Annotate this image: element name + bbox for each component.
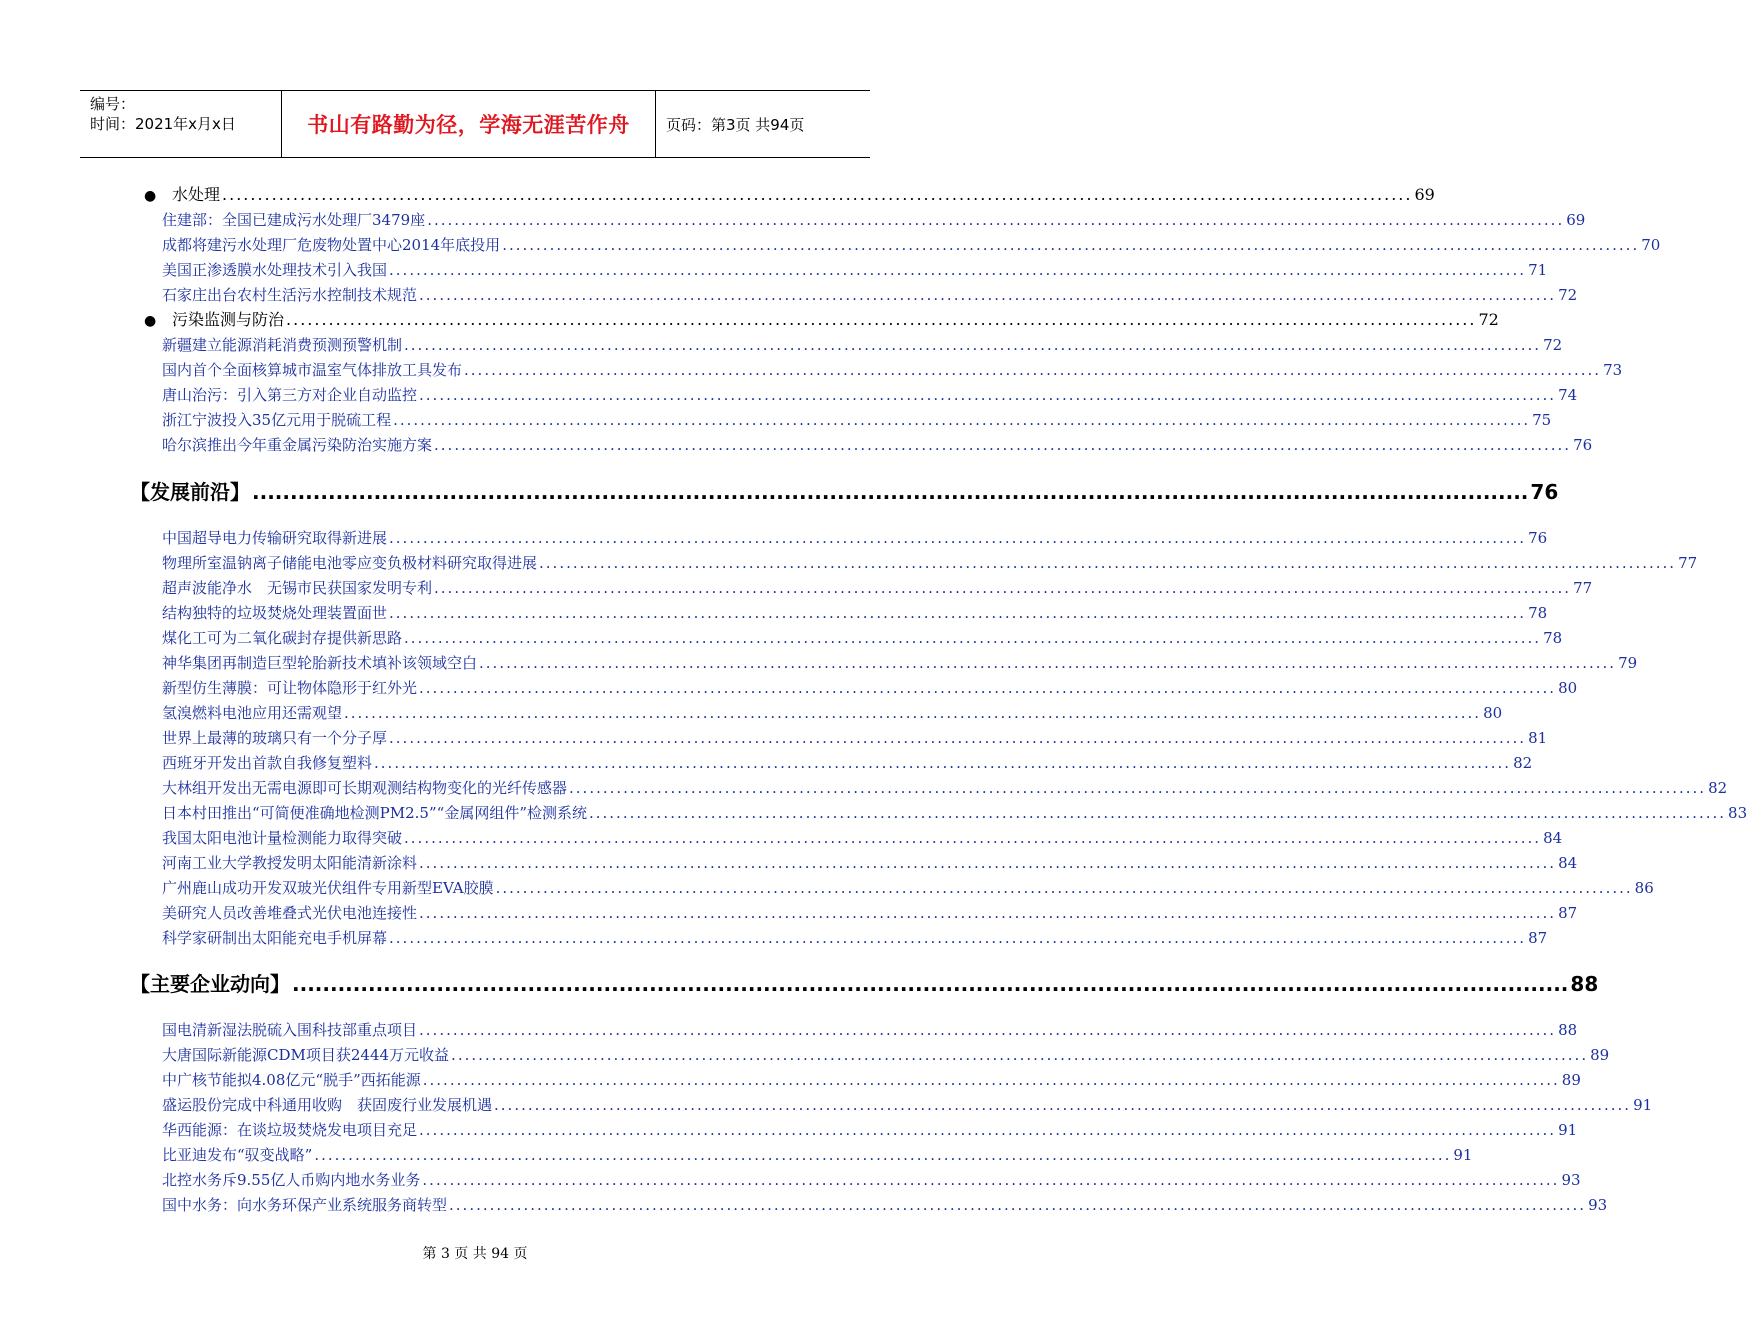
toc-entry[interactable] bbox=[162, 777, 1728, 799]
toc-entry-title: 国内首个全面核算城市温室气体排放工具发布 bbox=[162, 361, 463, 379]
toc-subsection-pollution[interactable] bbox=[144, 309, 1499, 331]
dot-leader: ........................................................................................................................................................................ bbox=[252, 480, 1529, 504]
toc-entry[interactable] bbox=[162, 409, 1552, 431]
toc-entry[interactable] bbox=[162, 1019, 1578, 1041]
dot-leader: ........................................................................................................................................................................ bbox=[422, 1071, 1560, 1089]
toc-entry-title: 神华集团再制造巨型轮胎新技术填补该领域空白 bbox=[162, 654, 478, 672]
toc-entry-title: 哈尔滨推出今年重金属污染防治实施方案 bbox=[162, 436, 433, 454]
toc-entry[interactable] bbox=[162, 627, 1563, 649]
toc-entry[interactable] bbox=[162, 827, 1563, 849]
dot-leader: ........................................................................................................................................................................ bbox=[286, 310, 1477, 329]
toc-page-number: 91 bbox=[1633, 1096, 1653, 1114]
toc-section-title: 【主要企业动向】 bbox=[130, 972, 290, 996]
toc-entry-title: 美研究人员改善堆叠式光伏电池连接性 bbox=[162, 904, 418, 922]
toc-entry[interactable] bbox=[162, 552, 1698, 574]
toc-page-number: 80 bbox=[1558, 679, 1578, 697]
toc-entry[interactable] bbox=[162, 1194, 1608, 1216]
dot-leader: ........................................................................................................................................................................ bbox=[222, 185, 1413, 204]
toc-entry-title: 中国超导电力传输研究取得新进展 bbox=[162, 529, 388, 547]
dot-leader: ........................................................................................................................................................................ bbox=[389, 261, 1527, 279]
toc-page-number: 74 bbox=[1558, 386, 1578, 404]
toc-entry-title: 浙江宁波投入35亿元用于脱硫工程 bbox=[162, 411, 392, 429]
toc-entry[interactable] bbox=[162, 877, 1654, 899]
toc-entry[interactable] bbox=[162, 1169, 1581, 1191]
toc-entry[interactable] bbox=[162, 852, 1578, 874]
dot-leader: ........................................................................................................................................................................ bbox=[502, 236, 1640, 254]
toc-entry[interactable] bbox=[162, 434, 1593, 456]
toc-page-number: 79 bbox=[1618, 654, 1638, 672]
dot-leader: ........................................................................................................................................................................ bbox=[495, 879, 1633, 897]
header-info-cell bbox=[80, 91, 282, 157]
dot-leader: ........................................................................................................................................................................ bbox=[539, 554, 1677, 572]
header-page-cell bbox=[656, 91, 870, 157]
toc-page-number: 69 bbox=[1566, 211, 1586, 229]
toc-entry-title: 住建部：全国已建成污水处理厂3479座 bbox=[162, 211, 426, 229]
toc-entry[interactable] bbox=[162, 802, 1747, 824]
dot-leader: ........................................................................................................................................................................ bbox=[419, 286, 1557, 304]
toc-subsection-title: 污染监测与防治 bbox=[172, 310, 285, 329]
toc-page-number: 76 bbox=[1528, 529, 1548, 547]
toc-page-number: 77 bbox=[1573, 579, 1593, 597]
toc-entry[interactable] bbox=[162, 1119, 1578, 1141]
toc-page-number: 83 bbox=[1728, 804, 1747, 822]
dot-leader: ........................................................................................................................................................................ bbox=[419, 854, 1557, 872]
toc-page-number: 84 bbox=[1543, 829, 1563, 847]
toc-page-number: 78 bbox=[1528, 604, 1548, 622]
toc-entry-title: 大唐国际新能源CDM项目获2444万元收益 bbox=[162, 1046, 450, 1064]
dot-leader: ........................................................................................................................................................................ bbox=[393, 411, 1531, 429]
dot-leader: ........................................................................................................................................................................ bbox=[451, 1046, 1589, 1064]
toc-entry-title: 世界上最薄的玻璃只有一个分子厚 bbox=[162, 729, 388, 747]
dot-leader: ........................................................................................................................................................................ bbox=[588, 804, 1727, 822]
toc-section-companies[interactable] bbox=[130, 969, 1599, 999]
dot-leader: ........................................................................................................................................................................ bbox=[292, 972, 1569, 996]
toc-entry-title: 国电清新湿法脱硫入围科技部重点项目 bbox=[162, 1021, 418, 1039]
toc-page-number: 82 bbox=[1513, 754, 1533, 772]
dot-leader: ........................................................................................................................................................................ bbox=[464, 361, 1602, 379]
dot-leader: ........................................................................................................................................................................ bbox=[389, 529, 1527, 547]
dot-leader: ........................................................................................................................................................................ bbox=[434, 436, 1572, 454]
toc-page-number: 76 bbox=[1573, 436, 1593, 454]
toc-entry-title: 北控水务斥9.55亿人币购内地水务业务 bbox=[162, 1171, 421, 1189]
toc-entry[interactable] bbox=[162, 927, 1548, 949]
dot-leader: ........................................................................................................................................................................ bbox=[434, 579, 1572, 597]
toc-entry-title: 我国太阳电池计量检测能力取得突破 bbox=[162, 829, 403, 847]
toc-page-number: 73 bbox=[1603, 361, 1623, 379]
toc-entry-title: 河南工业大学教授发明太阳能清新涂料 bbox=[162, 854, 418, 872]
toc-entry-title: 比亚迪发布“驭变战略” bbox=[162, 1146, 313, 1164]
toc-entry[interactable] bbox=[162, 1094, 1653, 1116]
toc-entry[interactable] bbox=[162, 234, 1661, 256]
toc-page-number: 86 bbox=[1634, 879, 1654, 897]
header-motto: 书山有路勤为径，学海无涯苦作舟 bbox=[307, 113, 630, 137]
toc-entry-title: 新型仿生薄膜：可让物体隐形于红外光 bbox=[162, 679, 418, 697]
toc-page-number: 81 bbox=[1528, 729, 1548, 747]
toc-entry-title: 美国正渗透膜水处理技术引入我国 bbox=[162, 261, 388, 279]
toc-entry[interactable] bbox=[162, 1069, 1581, 1091]
toc-entry-title: 成都将建污水处理厂危废物处置中心2014年底投用 bbox=[162, 236, 501, 254]
toc-page-number: 93 bbox=[1561, 1171, 1581, 1189]
toc-page-number: 88 bbox=[1558, 1021, 1578, 1039]
header-motto-cell bbox=[282, 91, 656, 157]
dot-leader: ........................................................................................................................................................................ bbox=[419, 1121, 1557, 1139]
toc-entry-title: 煤化工可为二氧化碳封存提供新思路 bbox=[162, 629, 403, 647]
toc-page-number: 89 bbox=[1561, 1071, 1581, 1089]
dot-leader: ........................................................................................................................................................................ bbox=[389, 604, 1527, 622]
toc-page-number: 93 bbox=[1588, 1196, 1608, 1214]
toc-page-number: 78 bbox=[1543, 629, 1563, 647]
toc-page-number: 91 bbox=[1558, 1121, 1578, 1139]
toc-page-number: 91 bbox=[1453, 1146, 1473, 1164]
toc-page-number: 69 bbox=[1414, 185, 1435, 204]
toc-page-number: 76 bbox=[1530, 480, 1559, 504]
toc-entry[interactable] bbox=[162, 1044, 1610, 1066]
dot-leader: ........................................................................................................................................................................ bbox=[374, 754, 1512, 772]
toc-entry-title: 日本村田推出“可简便准确地检测PM2.5”“金属网组件”检测系统 bbox=[162, 804, 587, 822]
toc-page-number: 88 bbox=[1570, 972, 1599, 996]
toc-entry-title: 大林组开发出无需电源即可长期观测结构物变化的光纤传感器 bbox=[162, 779, 568, 797]
toc-page-number: 87 bbox=[1558, 904, 1578, 922]
toc-entry[interactable] bbox=[162, 677, 1578, 699]
toc-subsection-water[interactable] bbox=[144, 184, 1435, 206]
toc-entry[interactable] bbox=[162, 577, 1593, 599]
toc-page-number: 87 bbox=[1528, 929, 1548, 947]
dot-leader: ........................................................................................................................................................................ bbox=[419, 679, 1557, 697]
header-page-info: 页码：第3页 共94页 bbox=[666, 115, 805, 134]
toc-entry[interactable] bbox=[162, 527, 1548, 549]
doc-time-label: 时间：2021年x月x日 bbox=[90, 115, 236, 133]
toc-entry[interactable] bbox=[162, 259, 1548, 281]
dot-leader: ........................................................................................................................................................................ bbox=[344, 704, 1482, 722]
toc-entry-title: 西班牙开发出首款自我修复塑料 bbox=[162, 754, 373, 772]
toc-page-number: 89 bbox=[1590, 1046, 1610, 1064]
dot-leader: ........................................................................................................................................................................ bbox=[404, 629, 1542, 647]
toc-page-number: 72 bbox=[1478, 310, 1499, 329]
dot-leader: ........................................................................................................................................................................ bbox=[494, 1096, 1632, 1114]
dot-leader: ........................................................................................................................................................................ bbox=[389, 729, 1527, 747]
dot-leader: ........................................................................................................................................................................ bbox=[449, 1196, 1587, 1214]
toc-entry[interactable] bbox=[162, 209, 1586, 231]
dot-leader: ........................................................................................................................................................................ bbox=[427, 211, 1565, 229]
toc-entry[interactable] bbox=[162, 702, 1503, 724]
dot-leader: ........................................................................................................................................................................ bbox=[422, 1171, 1560, 1189]
toc-page-number: 71 bbox=[1528, 261, 1548, 279]
bullet-icon: ● bbox=[144, 313, 157, 329]
toc-entry[interactable] bbox=[162, 602, 1548, 624]
toc-entry[interactable] bbox=[162, 384, 1578, 406]
toc-entry[interactable] bbox=[162, 334, 1563, 356]
toc-entry[interactable] bbox=[162, 752, 1533, 774]
page-header bbox=[80, 90, 870, 158]
toc-entry-title: 结构独特的垃圾焚烧处理装置面世 bbox=[162, 604, 388, 622]
dot-leader: ........................................................................................................................................................................ bbox=[314, 1146, 1452, 1164]
toc-entry-title: 华西能源：在谈垃圾焚烧发电项目充足 bbox=[162, 1121, 418, 1139]
toc-entry-title: 中广核节能拟4.08亿元“脱手”西拓能源 bbox=[162, 1071, 421, 1089]
toc-entry-title: 科学家研制出太阳能充电手机屏幕 bbox=[162, 929, 388, 947]
toc-entry[interactable] bbox=[162, 652, 1638, 674]
dot-leader: ........................................................................................................................................................................ bbox=[569, 779, 1707, 797]
toc-entry-title: 广州鹿山成功开发双玻光伏组件专用新型EVA胶膜 bbox=[162, 879, 494, 897]
dot-leader: ........................................................................................................................................................................ bbox=[479, 654, 1617, 672]
toc-entry-title: 盛运股份完成中科通用收购 获固废行业发展机遇 bbox=[162, 1096, 493, 1114]
dot-leader: ........................................................................................................................................................................ bbox=[404, 336, 1542, 354]
dot-leader: ........................................................................................................................................................................ bbox=[404, 829, 1542, 847]
toc-section-title: 【发展前沿】 bbox=[130, 480, 250, 504]
toc-entry-title: 唐山治污：引入第三方对企业自动监控 bbox=[162, 386, 418, 404]
toc-page-number: 72 bbox=[1558, 286, 1578, 304]
bullet-icon: ● bbox=[144, 188, 157, 204]
toc-entry-title: 超声波能净水 无锡市民获国家发明专利 bbox=[162, 579, 433, 597]
toc-subsection-title: 水处理 bbox=[172, 185, 221, 204]
toc-entry-title: 国中水务：向水务环保产业系统服务商转型 bbox=[162, 1196, 448, 1214]
toc-entry[interactable] bbox=[162, 1144, 1473, 1166]
dot-leader: ........................................................................................................................................................................ bbox=[419, 1021, 1557, 1039]
toc-entry-title: 物理所室温钠离子储能电池零应变负极材料研究取得进展 bbox=[162, 554, 538, 572]
toc-page-number: 77 bbox=[1678, 554, 1698, 572]
toc-entry-title: 石家庄出台农村生活污水控制技术规范 bbox=[162, 286, 418, 304]
dot-leader: ........................................................................................................................................................................ bbox=[419, 386, 1557, 404]
dot-leader: ........................................................................................................................................................................ bbox=[389, 929, 1527, 947]
dot-leader: ........................................................................................................................................................................ bbox=[419, 904, 1557, 922]
toc-entry[interactable] bbox=[162, 284, 1578, 306]
toc-section-frontier[interactable] bbox=[130, 477, 1559, 507]
toc-entry-title: 新疆建立能源消耗消费预测预警机制 bbox=[162, 336, 403, 354]
toc-entry[interactable] bbox=[162, 902, 1578, 924]
toc-entry-title: 氢溴燃料电池应用还需观望 bbox=[162, 704, 343, 722]
toc-page-number: 80 bbox=[1483, 704, 1503, 722]
doc-code-label: 编号： bbox=[90, 95, 136, 113]
toc-page-number: 75 bbox=[1532, 411, 1552, 429]
toc-page-number: 70 bbox=[1641, 236, 1661, 254]
toc-page-number: 72 bbox=[1543, 336, 1563, 354]
page-footer: 第 3 页 共 94 页 bbox=[422, 1246, 528, 1262]
toc-entry[interactable] bbox=[162, 359, 1623, 381]
toc-page-number: 84 bbox=[1558, 854, 1578, 872]
toc-page-number: 82 bbox=[1708, 779, 1728, 797]
toc-entry[interactable] bbox=[162, 727, 1548, 749]
